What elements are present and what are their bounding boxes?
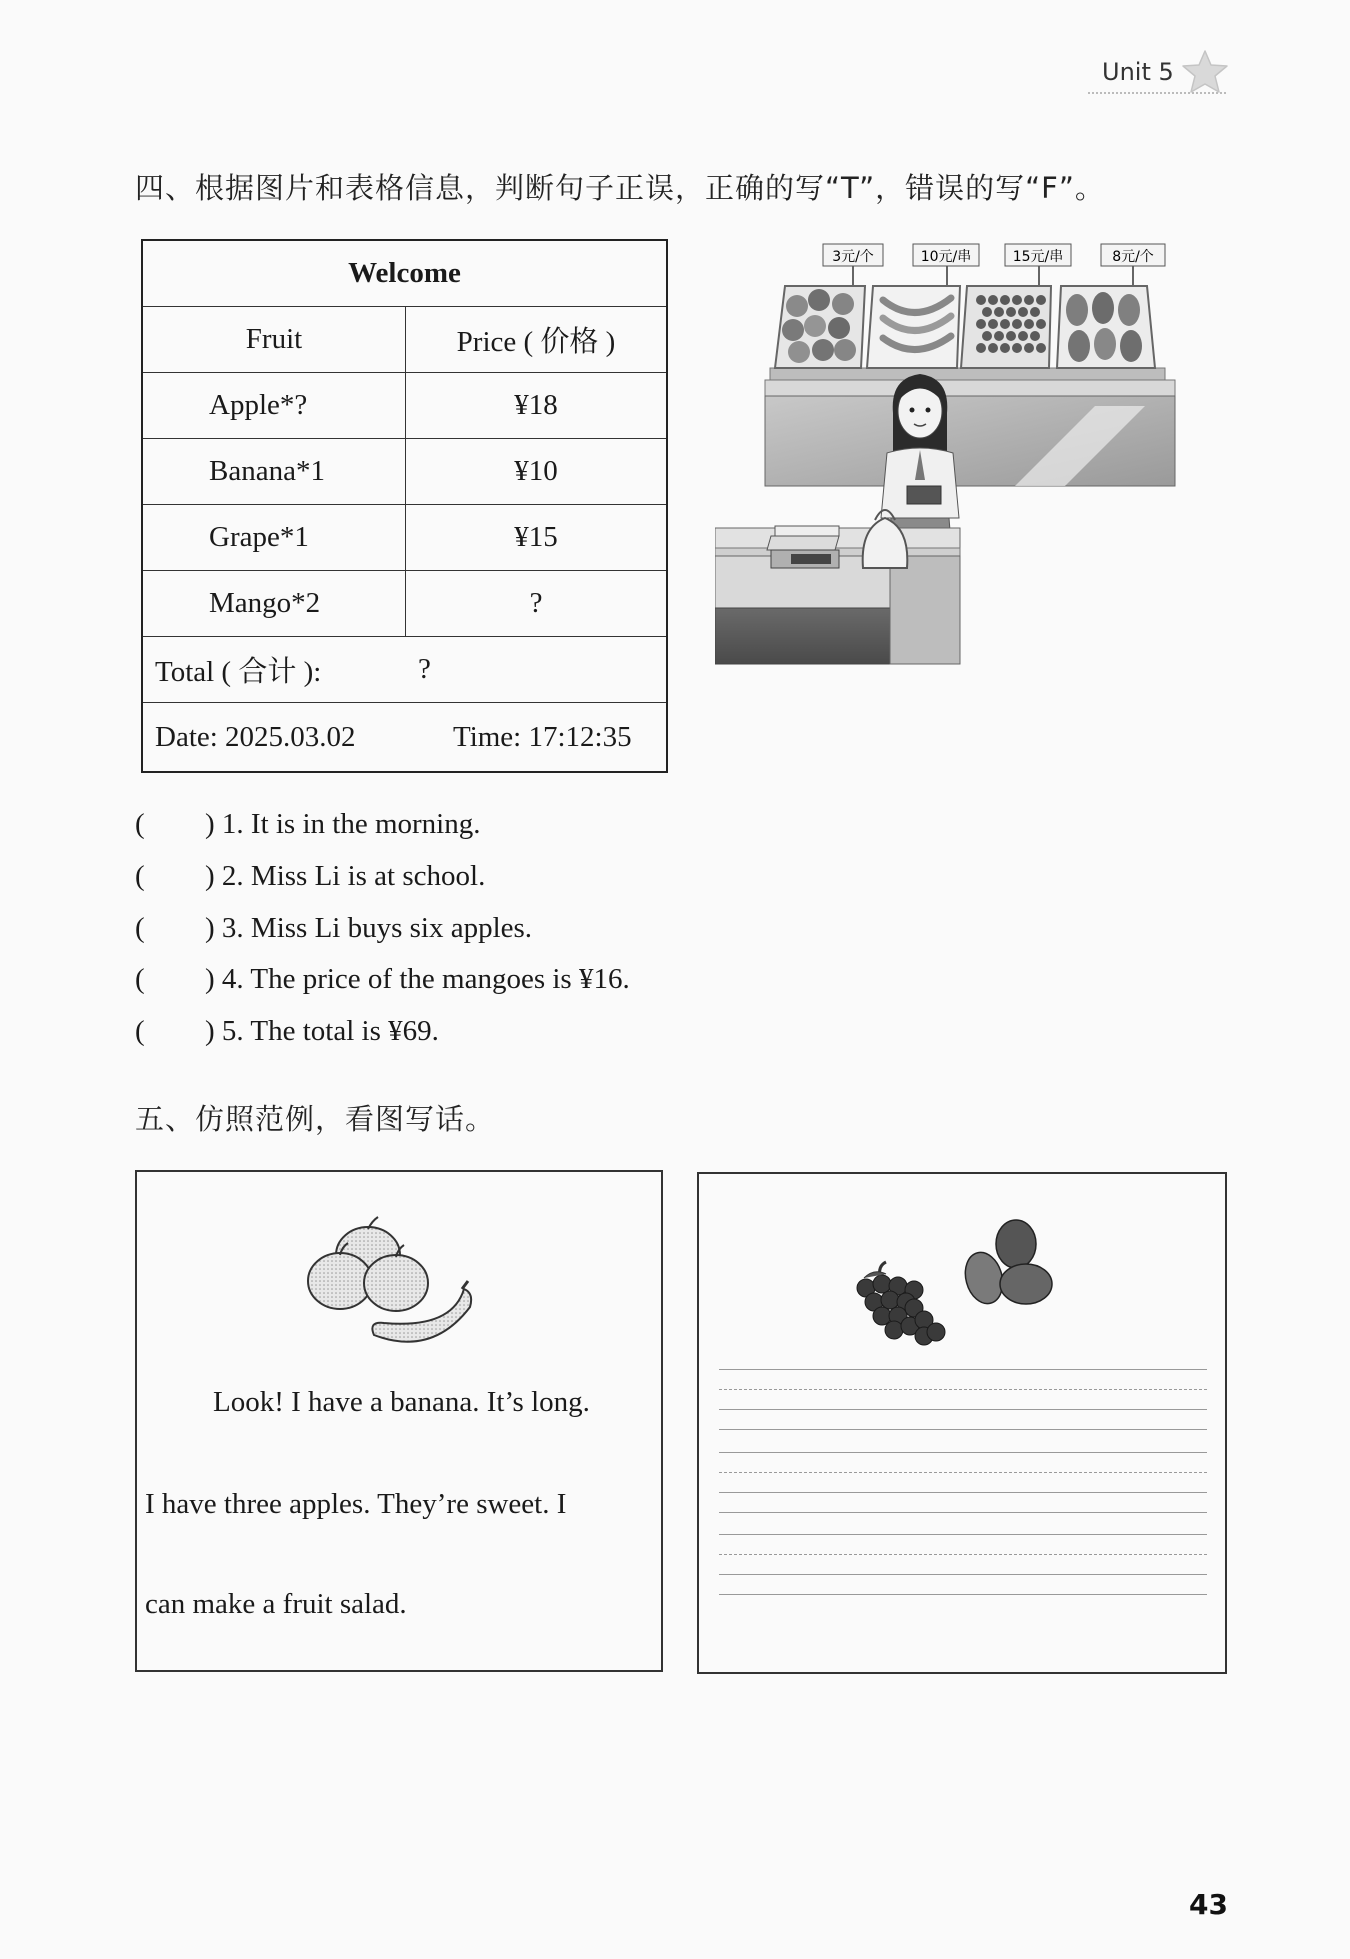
price-tag [823,244,883,286]
apples-banana-icon [302,1207,492,1357]
question-text: ) 5. The total is ¥69. [205,1015,439,1047]
receipt-date: Date: 2025.03.02 [155,720,356,753]
mango-bin [1057,286,1155,368]
writing-line [719,1574,1207,1575]
column-header-price: Price ( 价格 ) [456,326,616,358]
star-icon [1180,48,1230,96]
writing-line [719,1472,1207,1473]
receipt-table [141,239,668,773]
price-cell: ¥15 [514,521,558,553]
answer-paren[interactable]: ( [135,912,145,944]
apple-bin [775,286,865,368]
section-5-instruction: 五、仿照范例，看图写话。 [135,1102,496,1136]
table-row [143,505,666,571]
header-divider [1088,92,1226,94]
example-line-3: can make a fruit salad. [145,1588,407,1620]
writing-line [719,1594,1207,1595]
price-tag [913,244,979,286]
table-row [143,373,666,439]
total-value: ? [418,653,431,685]
column-header-fruit: Fruit [143,307,406,372]
writing-line [719,1492,1207,1493]
receipt-time: Time: 17:12:35 [453,720,632,753]
practice-writing-box[interactable] [697,1172,1227,1674]
question-3 [135,912,532,945]
fruit-cell: Banana*1 [143,439,406,504]
writing-line [719,1452,1207,1453]
price-tag-label: 10元/串 [920,249,972,265]
fruit-store-illustration [715,238,1225,773]
example-line-1: Look! I have a banana. It’s long. [213,1386,590,1418]
question-text: ) 1. It is in the morning. [205,808,481,840]
writing-line [719,1409,1207,1410]
table-row [143,439,666,505]
answer-paren[interactable]: ( [135,808,145,840]
receipt-datetime-row [143,703,666,771]
writing-line [719,1554,1207,1555]
banana-bin [867,286,960,368]
receipt-header-row [143,307,666,373]
example-line-2: I have three apples. They’re sweet. I [145,1488,567,1520]
fruit-cell: Apple*? [143,373,406,438]
writing-line [719,1534,1207,1535]
writing-line [719,1389,1207,1390]
scale-icon [767,526,839,568]
price-tag-label: 15元/串 [1012,249,1064,265]
price-tag [1005,244,1071,286]
question-2 [135,860,485,893]
price-tag [1101,244,1165,286]
question-5 [135,1015,439,1048]
receipt-total-row [143,637,666,703]
example-writing-box [135,1170,663,1672]
fruit-cell: Mango*2 [143,571,406,636]
question-text: ) 4. The price of the mangoes is ¥16. [205,963,630,995]
section-4-instruction: 四、根据图片和表格信息，判断句子正误，正确的写“T”，错误的写“F”。 [135,171,1105,205]
price-tag-label: 8元/个 [1112,249,1154,265]
question-text: ) 2. Miss Li is at school. [205,860,486,892]
receipt-title-row [143,241,666,307]
price-cell: ¥10 [514,455,558,487]
answer-paren[interactable]: ( [135,963,145,995]
writing-line [719,1429,1207,1430]
unit-label: Unit 5 [1102,58,1174,86]
writing-line [719,1512,1207,1513]
question-1 [135,808,480,841]
writing-line [719,1369,1207,1370]
receipt-title: Welcome [348,257,461,289]
question-text: ) 3. Miss Li buys six apples. [205,912,533,944]
table-row [143,571,666,637]
answer-paren[interactable]: ( [135,860,145,892]
price-tag-label: 3元/个 [832,249,874,265]
price-cell: ? [529,587,543,619]
total-label: Total ( 合计 ): [155,656,322,688]
grapes-mangoes-icon [834,1196,1094,1346]
answer-paren[interactable]: ( [135,1015,145,1047]
grape-bin [961,286,1051,368]
price-cell: ¥18 [514,389,558,421]
page-number: 43 [1189,1888,1228,1921]
fruit-cell: Grape*1 [143,505,406,570]
question-4 [135,963,630,996]
